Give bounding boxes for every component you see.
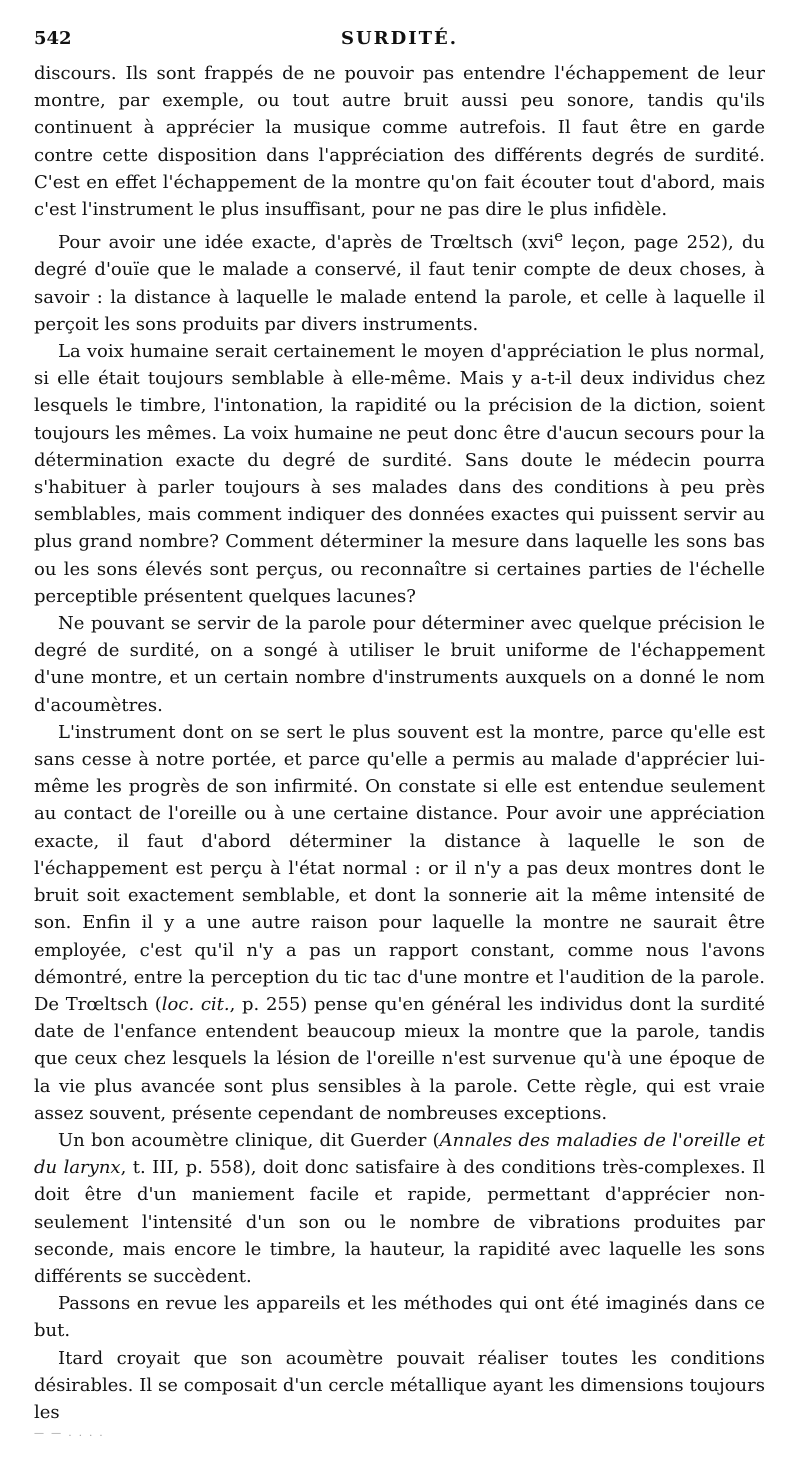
superscript: e bbox=[554, 227, 564, 246]
paragraph-text: Passons en revue les appareils et les méthodes qui ont été imaginés dans ce but. bbox=[34, 1293, 765, 1342]
paragraph-text: , p. 255) pense qu'en général les individus dont la surdité date de l'enfance entendent beaucoup mieux la montre que la parole, tandis que ceux chez lesquels la lésion de l'oreille n'est survenue qu'à une époque de la vie plus avancée sont plus sensibles à la parole. Cette règle, qui est vraie assez souvent, présente cependant de nombreuses exceptions. bbox=[34, 993, 766, 1124]
paragraph-text: La voix humaine serait certainement le moyen d'appréciation le plus normal, si elle était toujours semblable à elle-même. Mais y a-t-il deux individus chez lesquels le timbre, l'intonation, la rapidité ou la précision de la diction, soient toujours les mêmes. La voix humaine ne peut donc être d'aucun secours pour la détermination exacte du degré de surdité. Sans doute le médecin pourra s'habituer à parler toujours à ses malades dans des conditions à peu près semblables, mais comment indiquer des données exactes qui puissent servir au plus grand nombre? Comment déterminer la mesure dans laquelle les sons bas ou les sons élevés sont perçus, ou reconnaître si certaines parties de l'échelle perceptible présentent quelques lacunes? bbox=[34, 341, 765, 607]
paragraph-text: Pour avoir une idée exacte, d'après de Trœltsch (xvi bbox=[58, 232, 555, 254]
page-number: 542 bbox=[34, 28, 72, 49]
paragraph bbox=[34, 223, 765, 338]
paragraph-text: L'instrument dont on se sert le plus souvent est la montre, parce qu'elle est sans cesse à notre portée, et parce qu'elle a permis au malade d'apprécier lui-même les progrès de son infirmité. On constate si elle est entendue seulement au contact de l'oreille ou à une certaine distance. Pour avoir une appréciation exacte, il faut d'abord déterminer la distance à laquelle le son de l'échappement est perçu à l'état normal : or il n'y a pas deux montres dont le bruit soit exactement semblable, et dont la sonnerie ait la même intensité de son. Enfin il y a une autre raison pour laquelle la montre ne saurait être employée, c'est qu'il n'y a pas un rapport constant, comme nous l'avons démontré, entre la perception du tic tac d'une montre et l'audition de la parole. De Trœltsch ( bbox=[34, 721, 765, 1015]
paragraph bbox=[34, 719, 765, 1127]
paragraph bbox=[34, 1127, 765, 1290]
paragraph-text: Un bon acoumètre clinique, dit Guerder ( bbox=[58, 1129, 440, 1151]
paragraph bbox=[34, 1290, 765, 1344]
running-head bbox=[34, 28, 765, 60]
paragraph bbox=[34, 60, 765, 223]
book-page bbox=[34, 28, 765, 1448]
citation-italic: Annales des maladies de l'oreille et du larynx bbox=[34, 1129, 765, 1179]
paragraph-text: leçon, page 252), du degré d'ouïe que le malade a conservé, il faut tenir compte de deux choses, à savoir : la distance à laquelle le malade entend la parole, et celle à laquelle il perçoit les sons produits par divers instruments. bbox=[34, 232, 765, 335]
paragraph bbox=[34, 338, 765, 610]
citation-italic: loc. cit. bbox=[161, 993, 230, 1015]
paragraph-text: discours. Ils sont frappés de ne pouvoir pas entendre l'échappement de leur montre, par exemple, ou tout autre bruit aussi peu sonore, tandis qu'ils continuent à apprécier la musique comme autrefois. Il faut être en garde contre cette disposition dans l'appréciation des différents degrés de surdité. C'est en effet l'échappement de la montre qu'on fait écouter tout d'abord, mais c'est l'instrument le plus insuffisant, pour ne pas dire le plus infidèle. bbox=[34, 63, 765, 221]
paragraph bbox=[34, 1345, 765, 1427]
paragraph bbox=[34, 610, 765, 719]
paragraph-text: Ne pouvant se servir de la parole pour déterminer avec quelque précision le degré de surdité, on a songé à utiliser le bruit uniforme de l'échappement d'une montre, et un certain nombre d'instruments auxquels on a donné le nom d'acoumètres. bbox=[34, 613, 765, 716]
running-title: SURDITÉ. bbox=[340, 28, 459, 49]
paragraph-text: Itard croyait que son acoumètre pouvait réaliser toutes les conditions désirables. Il se composait d'un cercle métallique ayant les dimensions toujours les bbox=[34, 1347, 765, 1423]
body-text bbox=[34, 60, 765, 1426]
paragraph-text: , t. III, p. 558), doit donc satisfaire à des conditions très-complexes. Il doit être d'un maniement facile et rapide, permettant d'apprécier non-seulement l'intensité d'un son ou le nombre de vibrations produites par seconde, mais encore le timbre, la hauteur, la rapidité avec laquelle les sons différents se succèdent. bbox=[34, 1157, 766, 1287]
footer-mark: — — . . . . bbox=[34, 1428, 105, 1439]
